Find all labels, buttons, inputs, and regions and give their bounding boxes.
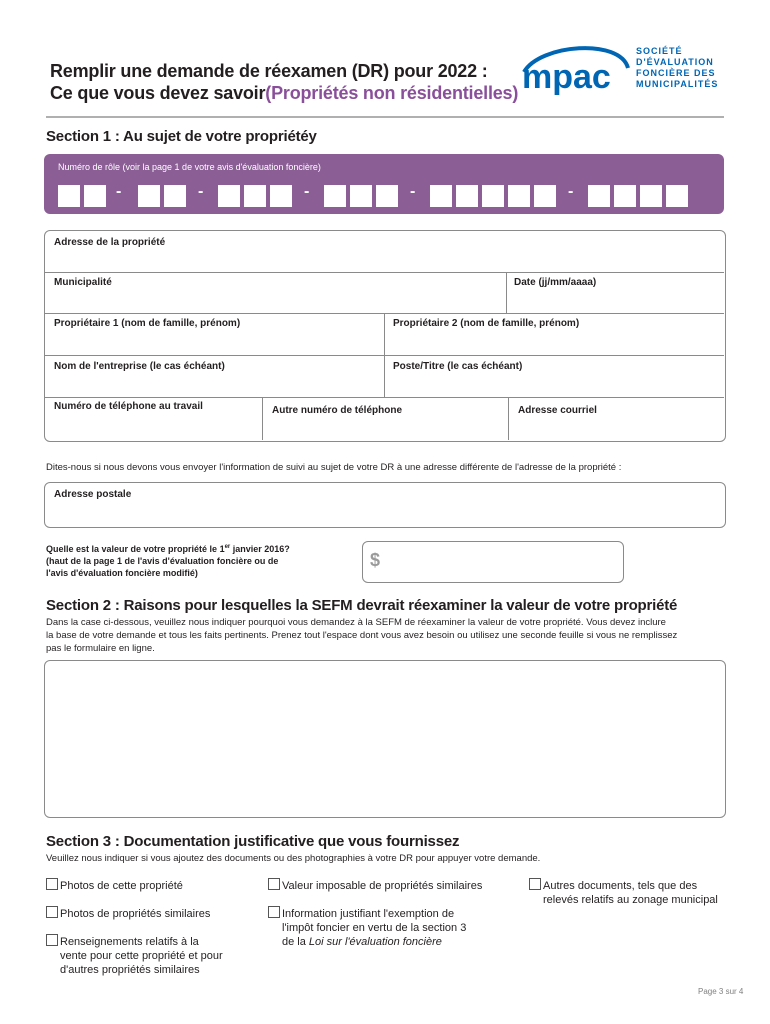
- org-line-3: FONCIÈRE DES: [636, 68, 716, 78]
- checkbox[interactable]: [46, 934, 58, 946]
- work-phone-label: Numéro de téléphone au travail: [54, 401, 203, 412]
- option-label-italic: Loi sur l'évaluation foncière: [308, 936, 442, 948]
- roll-digit-box[interactable]: [376, 185, 398, 207]
- roll-separator: -: [410, 183, 416, 200]
- option-label: Photos de cette propriété: [60, 880, 183, 892]
- title-accent: (Propriétés non résidentielles): [265, 83, 519, 103]
- logo-text: mpac: [522, 58, 611, 96]
- roll-digit-box[interactable]: [614, 185, 636, 207]
- intro-line: pas le formulaire en ligne.: [46, 643, 155, 654]
- roll-digit-box[interactable]: [84, 185, 106, 207]
- owner1-field[interactable]: [46, 314, 383, 355]
- owner2-field[interactable]: [385, 314, 723, 355]
- checkbox[interactable]: [529, 878, 541, 890]
- value-question-part: janvier 2016?: [230, 544, 290, 554]
- roll-digit-box[interactable]: [482, 185, 504, 207]
- checkbox-option[interactable]: [268, 878, 482, 893]
- checkbox[interactable]: [46, 878, 58, 890]
- option-label: de la: [282, 936, 309, 948]
- roll-digit-box[interactable]: [58, 185, 80, 207]
- checkbox[interactable]: [268, 906, 280, 918]
- value-question-part: Quelle est la valeur de votre propriété le 1: [46, 544, 225, 554]
- email-label: Adresse courriel: [518, 405, 597, 416]
- roll-digit-box[interactable]: [640, 185, 662, 207]
- section-2-intro: [46, 616, 736, 655]
- email-field[interactable]: [509, 398, 723, 439]
- roll-digit-box[interactable]: [666, 185, 688, 207]
- roll-digit-box[interactable]: [588, 185, 610, 207]
- option-label: Autres documents, tels que des: [543, 880, 698, 892]
- checkbox-option[interactable]: [46, 906, 210, 921]
- page-title: [50, 60, 518, 104]
- other-phone-label: Autre numéro de téléphone: [272, 405, 403, 416]
- title-line-1: Remplir une demande de réexamen (DR) pour 2022 :: [50, 61, 488, 81]
- work-phone-field[interactable]: [46, 398, 261, 439]
- intro-line: la base de votre demande et tous les faits pertinents. Prenez tout l'espace dont vous avez besoin ou utilisez une seconde feuille si vous ne remplissez: [46, 630, 678, 641]
- roll-digit-box[interactable]: [534, 185, 556, 207]
- intro-line: Dans la case ci-dessous, veuillez nous indiquer pourquoi vous demandez à la SEFM de réexaminer la valeur de votre propriété. Vous devez inclure: [46, 617, 666, 628]
- mailing-note: Dites-nous si nous devons vous envoyer l'information de suivi au sujet de votre DR à une adresse différente de l'adresse de la propriété :: [46, 462, 622, 473]
- org-line-2: D'ÉVALUATION: [636, 57, 714, 67]
- date-field[interactable]: [507, 273, 723, 313]
- option-label: relevés relatifs au zonage municipal: [543, 894, 718, 906]
- value-question-line: (haut de la page 1 de l'avis d'évaluation foncière ou de: [46, 556, 279, 566]
- currency-symbol: $: [370, 550, 381, 570]
- org-line-4: MUNICIPALITÉS: [636, 79, 719, 89]
- option-label: Information justifiant l'exemption de: [282, 908, 455, 920]
- roll-separator: -: [116, 183, 122, 200]
- address-field[interactable]: [46, 231, 723, 272]
- title-plain: Ce que vous devez savoir: [50, 83, 266, 103]
- roll-number-label: Numéro de rôle (voir la page 1 de votre avis d'évaluation foncière): [58, 162, 321, 172]
- checkbox-option[interactable]: [46, 934, 223, 977]
- org-line-1: SOCIÉTÉ: [636, 46, 683, 56]
- roll-digit-box[interactable]: [244, 185, 266, 207]
- roll-digit-box[interactable]: [350, 185, 372, 207]
- roll-digit-box[interactable]: [324, 185, 346, 207]
- roll-digit-box[interactable]: [138, 185, 160, 207]
- option-label: vente pour cette propriété et pour: [60, 950, 223, 962]
- property-value-field[interactable]: [362, 541, 624, 583]
- roll-digit-box[interactable]: [456, 185, 478, 207]
- checkbox-option[interactable]: [529, 878, 718, 907]
- org-name: [636, 46, 718, 90]
- date-field-label: Date (jj/mm/aaaa): [514, 277, 597, 288]
- municipality-field[interactable]: [46, 273, 505, 313]
- business-field-label: Nom de l'entreprise (le cas échéant): [54, 361, 225, 372]
- page-number: Page 3 sur 4: [698, 987, 744, 996]
- other-phone-field[interactable]: [263, 398, 507, 439]
- option-label: Renseignements relatifs à la: [60, 936, 199, 948]
- value-question-line: l'avis d'évaluation foncière modifié): [46, 568, 198, 578]
- checkbox-option[interactable]: [46, 878, 183, 893]
- municipality-field-label: Municipalité: [54, 277, 112, 288]
- section-1-heading: Section 1 : Au sujet de votre propriétéy: [46, 128, 317, 145]
- option-label: Photos de propriétés similaires: [60, 908, 211, 920]
- checkbox[interactable]: [268, 878, 280, 890]
- section-3-intro: Veuillez nous indiquer si vous ajoutez des documents ou des photographies à votre DR pour appuyer votre demande.: [46, 853, 541, 864]
- option-label: d'autres propriétés similaires: [60, 964, 200, 976]
- section-3-heading: Section 3 : Documentation justificative que vous fournissez: [46, 833, 460, 850]
- roll-digit-box[interactable]: [508, 185, 530, 207]
- roll-digit-box[interactable]: [430, 185, 452, 207]
- reasons-textarea[interactable]: [44, 660, 726, 818]
- checkbox[interactable]: [46, 906, 58, 918]
- owner1-field-label: Propriétaire 1 (nom de famille, prénom): [54, 318, 241, 329]
- position-field[interactable]: [385, 356, 723, 397]
- roll-digit-box[interactable]: [270, 185, 292, 207]
- position-field-label: Poste/Titre (le cas échéant): [393, 361, 523, 372]
- owner2-field-label: Propriétaire 2 (nom de famille, prénom): [393, 318, 580, 329]
- value-question-sup: er: [224, 544, 231, 550]
- header-divider: [46, 116, 724, 118]
- business-field[interactable]: [46, 356, 383, 397]
- mailing-address-field[interactable]: [44, 482, 726, 528]
- address-field-label: Adresse de la propriété: [54, 237, 166, 248]
- title-line-2: [50, 82, 518, 104]
- checkbox-option[interactable]: [268, 906, 466, 949]
- option-label: Valeur imposable de propriétés similaires: [282, 880, 483, 892]
- roll-separator: -: [304, 183, 310, 200]
- roll-separator: -: [568, 183, 574, 200]
- mailing-address-label: Adresse postale: [54, 489, 132, 500]
- roll-separator: -: [198, 183, 204, 200]
- value-question: [46, 541, 346, 579]
- section-2-heading: Section 2 : Raisons pour lesquelles la SEFM devrait réexaminer la valeur de votre propriété: [46, 597, 678, 614]
- roll-digit-box[interactable]: [218, 185, 240, 207]
- roll-digit-box[interactable]: [164, 185, 186, 207]
- option-label: l'impôt foncier en vertu de la section 3: [282, 922, 467, 934]
